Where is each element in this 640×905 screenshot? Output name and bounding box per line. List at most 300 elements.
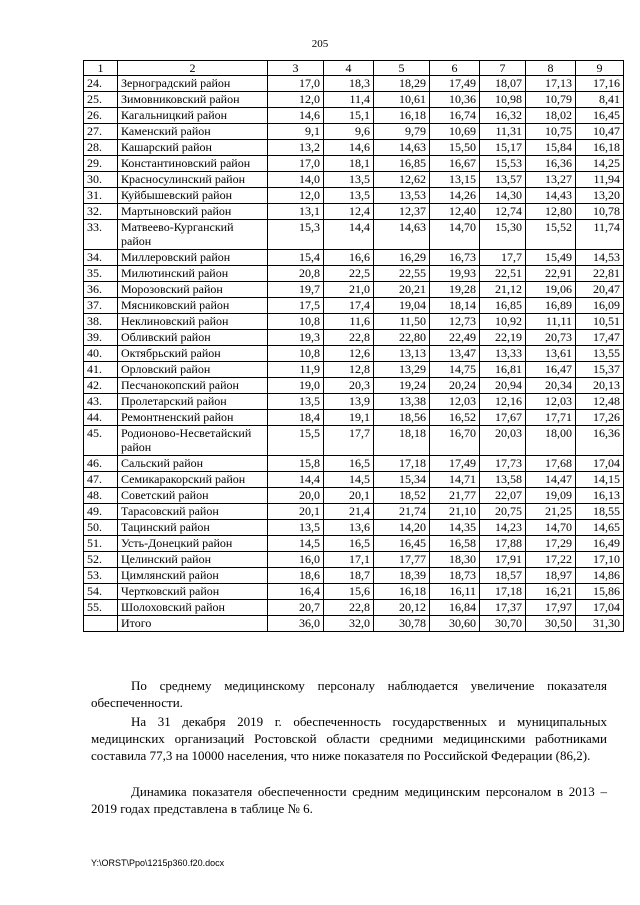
- value-cell: 20,03: [480, 426, 526, 456]
- value-cell: 17,88: [480, 536, 526, 552]
- district-name: Семикаракорский район: [118, 472, 268, 488]
- row-number: 32.: [84, 204, 118, 220]
- district-name: Усть-Донецкий район: [118, 536, 268, 552]
- value-cell: 18,52: [374, 488, 430, 504]
- value-cell: 16,84: [430, 600, 480, 616]
- value-cell: 17,71: [526, 410, 576, 426]
- value-cell: 16,5: [324, 536, 374, 552]
- value-cell: 17,04: [576, 456, 624, 472]
- value-cell: 13,1: [268, 204, 324, 220]
- value-cell: 20,7: [268, 600, 324, 616]
- value-cell: 15,84: [526, 140, 576, 156]
- value-cell: 17,26: [576, 410, 624, 426]
- value-cell: 17,18: [480, 584, 526, 600]
- value-cell: 18,14: [430, 298, 480, 314]
- value-cell: 10,92: [480, 314, 526, 330]
- value-cell: 17,0: [268, 156, 324, 172]
- value-cell: 14,63: [374, 140, 430, 156]
- value-cell: 9,1: [268, 124, 324, 140]
- value-cell: 17,7: [480, 250, 526, 266]
- value-cell: 13,5: [324, 172, 374, 188]
- table-row: [84, 156, 624, 172]
- column-header: 6: [430, 61, 480, 76]
- district-name: Миллеровский район: [118, 250, 268, 266]
- column-header: 1: [84, 61, 118, 76]
- row-number: 48.: [84, 488, 118, 504]
- district-name: Константиновский район: [118, 156, 268, 172]
- value-cell: 16,4: [268, 584, 324, 600]
- value-cell: 20,75: [480, 504, 526, 520]
- value-cell: 16,5: [324, 456, 374, 472]
- row-number: 54.: [84, 584, 118, 600]
- value-cell: 17,18: [374, 456, 430, 472]
- value-cell: 10,51: [576, 314, 624, 330]
- row-number: 47.: [84, 472, 118, 488]
- value-cell: 30,60: [430, 616, 480, 632]
- value-cell: 16,74: [430, 108, 480, 124]
- table-row: [84, 282, 624, 298]
- table-row: [84, 266, 624, 282]
- table-header-row: [84, 61, 624, 76]
- table-row: [84, 92, 624, 108]
- row-number: 36.: [84, 282, 118, 298]
- value-cell: 13,9: [324, 394, 374, 410]
- value-cell: 16,52: [430, 410, 480, 426]
- value-cell: 11,94: [576, 172, 624, 188]
- district-name: Тарасовский район: [118, 504, 268, 520]
- value-cell: 12,4: [324, 204, 374, 220]
- value-cell: 15,4: [268, 250, 324, 266]
- value-cell: 12,40: [430, 204, 480, 220]
- value-cell: 15,37: [576, 362, 624, 378]
- value-cell: 18,02: [526, 108, 576, 124]
- row-number: 44.: [84, 410, 118, 426]
- table-row: [84, 124, 624, 140]
- row-number: 46.: [84, 456, 118, 472]
- value-cell: 20,3: [324, 378, 374, 394]
- value-cell: 20,13: [576, 378, 624, 394]
- table-row: [84, 76, 624, 92]
- value-cell: 14,0: [268, 172, 324, 188]
- district-name: Мартыновский район: [118, 204, 268, 220]
- row-number: 31.: [84, 188, 118, 204]
- table-row: [84, 426, 624, 456]
- table-row: [84, 616, 624, 632]
- value-cell: 22,81: [576, 266, 624, 282]
- value-cell: 15,34: [374, 472, 430, 488]
- row-number: 43.: [84, 394, 118, 410]
- table-row: [84, 362, 624, 378]
- value-cell: 17,97: [526, 600, 576, 616]
- value-cell: 12,03: [526, 394, 576, 410]
- value-cell: 31,30: [576, 616, 624, 632]
- value-cell: 16,6: [324, 250, 374, 266]
- value-cell: 16,0: [268, 552, 324, 568]
- value-cell: 13,61: [526, 346, 576, 362]
- value-cell: 16,85: [480, 298, 526, 314]
- value-cell: 18,4: [268, 410, 324, 426]
- value-cell: 21,0: [324, 282, 374, 298]
- value-cell: 14,26: [430, 188, 480, 204]
- value-cell: 11,50: [374, 314, 430, 330]
- value-cell: 19,28: [430, 282, 480, 298]
- value-cell: 16,36: [526, 156, 576, 172]
- table-row: [84, 378, 624, 394]
- value-cell: 18,29: [374, 76, 430, 92]
- value-cell: 15,53: [480, 156, 526, 172]
- row-number: 38.: [84, 314, 118, 330]
- row-number: 33.: [84, 220, 118, 250]
- value-cell: 10,78: [576, 204, 624, 220]
- row-number: 52.: [84, 552, 118, 568]
- value-cell: 17,10: [576, 552, 624, 568]
- table-row: [84, 504, 624, 520]
- value-cell: 16,81: [480, 362, 526, 378]
- table-row: [84, 220, 624, 250]
- district-name: Кашарский район: [118, 140, 268, 156]
- value-cell: 13,13: [374, 346, 430, 362]
- value-cell: 18,39: [374, 568, 430, 584]
- value-cell: 13,5: [268, 394, 324, 410]
- district-name: Каменский район: [118, 124, 268, 140]
- value-cell: 16,21: [526, 584, 576, 600]
- value-cell: 20,1: [268, 504, 324, 520]
- value-cell: 10,8: [268, 314, 324, 330]
- row-number: 42.: [84, 378, 118, 394]
- district-name: Сальский район: [118, 456, 268, 472]
- value-cell: 12,8: [324, 362, 374, 378]
- table-row: [84, 456, 624, 472]
- column-header: 4: [324, 61, 374, 76]
- value-cell: 14,6: [268, 108, 324, 124]
- value-cell: 17,47: [576, 330, 624, 346]
- value-cell: 16,11: [430, 584, 480, 600]
- value-cell: 16,67: [430, 156, 480, 172]
- district-name: Октябрьский район: [118, 346, 268, 362]
- value-cell: 14,20: [374, 520, 430, 536]
- value-cell: 20,24: [430, 378, 480, 394]
- value-cell: 12,73: [430, 314, 480, 330]
- value-cell: 19,7: [268, 282, 324, 298]
- value-cell: 16,70: [430, 426, 480, 456]
- district-name: Куйбышевский район: [118, 188, 268, 204]
- value-cell: 20,21: [374, 282, 430, 298]
- value-cell: 14,70: [526, 520, 576, 536]
- value-cell: 12,37: [374, 204, 430, 220]
- value-cell: 17,4: [324, 298, 374, 314]
- value-cell: 18,3: [324, 76, 374, 92]
- value-cell: 20,1: [324, 488, 374, 504]
- row-number: 45.: [84, 426, 118, 456]
- value-cell: 30,78: [374, 616, 430, 632]
- value-cell: 14,65: [576, 520, 624, 536]
- table-row: [84, 568, 624, 584]
- table-body: [84, 76, 624, 632]
- row-number: 41.: [84, 362, 118, 378]
- value-cell: 10,79: [526, 92, 576, 108]
- value-cell: 19,24: [374, 378, 430, 394]
- column-header: 7: [480, 61, 526, 76]
- value-cell: 11,11: [526, 314, 576, 330]
- value-cell: 14,53: [576, 250, 624, 266]
- table-row: [84, 520, 624, 536]
- value-cell: 16,49: [576, 536, 624, 552]
- table-row: [84, 536, 624, 552]
- district-name: Красносулинский район: [118, 172, 268, 188]
- table-row: [84, 204, 624, 220]
- table-row: [84, 488, 624, 504]
- value-cell: 12,0: [268, 188, 324, 204]
- value-cell: 11,6: [324, 314, 374, 330]
- table-row: [84, 394, 624, 410]
- column-header: 9: [576, 61, 624, 76]
- value-cell: 16,09: [576, 298, 624, 314]
- row-number: 28.: [84, 140, 118, 156]
- value-cell: 22,55: [374, 266, 430, 282]
- value-cell: 14,25: [576, 156, 624, 172]
- value-cell: 14,70: [430, 220, 480, 250]
- value-cell: 17,04: [576, 600, 624, 616]
- value-cell: 22,5: [324, 266, 374, 282]
- paragraph: Динамика показателя обеспеченности средним медицинским персоналом в 2013 – 2019 годах представлена в таблице № 6.: [91, 784, 607, 816]
- value-cell: 16,29: [374, 250, 430, 266]
- value-cell: 22,80: [374, 330, 430, 346]
- value-cell: 21,25: [526, 504, 576, 520]
- district-name: Целинский район: [118, 552, 268, 568]
- value-cell: 16,45: [576, 108, 624, 124]
- value-cell: 14,6: [324, 140, 374, 156]
- value-cell: 17,91: [480, 552, 526, 568]
- value-cell: 13,5: [268, 520, 324, 536]
- row-number: 50.: [84, 520, 118, 536]
- value-cell: 22,51: [480, 266, 526, 282]
- value-cell: 14,4: [268, 472, 324, 488]
- value-cell: 13,33: [480, 346, 526, 362]
- row-number: 53.: [84, 568, 118, 584]
- value-cell: 14,5: [268, 536, 324, 552]
- value-cell: 14,35: [430, 520, 480, 536]
- value-cell: 18,30: [430, 552, 480, 568]
- value-cell: 17,0: [268, 76, 324, 92]
- value-cell: 21,4: [324, 504, 374, 520]
- value-cell: 15,30: [480, 220, 526, 250]
- value-cell: 12,6: [324, 346, 374, 362]
- value-cell: 30,70: [480, 616, 526, 632]
- row-number: 51.: [84, 536, 118, 552]
- value-cell: 15,50: [430, 140, 480, 156]
- value-cell: 13,57: [480, 172, 526, 188]
- value-cell: 21,12: [480, 282, 526, 298]
- value-cell: 15,49: [526, 250, 576, 266]
- district-name: Родионово-Несветайский район: [118, 426, 268, 456]
- row-number: 55.: [84, 600, 118, 616]
- value-cell: 13,15: [430, 172, 480, 188]
- value-cell: 19,93: [430, 266, 480, 282]
- district-name: Пролетарский район: [118, 394, 268, 410]
- row-number: 34.: [84, 250, 118, 266]
- value-cell: 19,04: [374, 298, 430, 314]
- value-cell: 22,8: [324, 330, 374, 346]
- value-cell: 17,7: [324, 426, 374, 456]
- value-cell: 17,5: [268, 298, 324, 314]
- value-cell: 18,57: [480, 568, 526, 584]
- value-cell: 22,07: [480, 488, 526, 504]
- value-cell: 14,71: [430, 472, 480, 488]
- value-cell: 16,18: [374, 108, 430, 124]
- column-header: 8: [526, 61, 576, 76]
- value-cell: 16,32: [480, 108, 526, 124]
- value-cell: 14,30: [480, 188, 526, 204]
- value-cell: 10,47: [576, 124, 624, 140]
- table-row: [84, 472, 624, 488]
- district-name: Цимлянский район: [118, 568, 268, 584]
- value-cell: 12,48: [576, 394, 624, 410]
- value-cell: 18,1: [324, 156, 374, 172]
- district-name: Матвеево-Курганский район: [118, 220, 268, 250]
- file-path-footer: Y:\ORST\Ppo\1215p360.f20.docx: [91, 858, 225, 868]
- value-cell: 21,74: [374, 504, 430, 520]
- value-cell: 14,4: [324, 220, 374, 250]
- value-cell: 17,77: [374, 552, 430, 568]
- district-name: Обливский район: [118, 330, 268, 346]
- row-number: 26.: [84, 108, 118, 124]
- value-cell: 13,20: [576, 188, 624, 204]
- value-cell: 13,53: [374, 188, 430, 204]
- value-cell: 19,1: [324, 410, 374, 426]
- row-number: 25.: [84, 92, 118, 108]
- value-cell: 20,12: [374, 600, 430, 616]
- column-header: 2: [118, 61, 268, 76]
- table-row: [84, 188, 624, 204]
- district-name: Неклиновский район: [118, 314, 268, 330]
- value-cell: 17,73: [480, 456, 526, 472]
- value-cell: 10,61: [374, 92, 430, 108]
- value-cell: 17,37: [480, 600, 526, 616]
- value-cell: 17,49: [430, 456, 480, 472]
- district-name: Милютинский район: [118, 266, 268, 282]
- value-cell: 22,49: [430, 330, 480, 346]
- table-row: [84, 108, 624, 124]
- value-cell: 14,23: [480, 520, 526, 536]
- value-cell: 17,49: [430, 76, 480, 92]
- value-cell: 13,55: [576, 346, 624, 362]
- value-cell: 16,73: [430, 250, 480, 266]
- table-row: [84, 552, 624, 568]
- district-name: Зимовниковский район: [118, 92, 268, 108]
- value-cell: 17,29: [526, 536, 576, 552]
- table-row: [84, 298, 624, 314]
- district-name: Зерноградский район: [118, 76, 268, 92]
- value-cell: 9,6: [324, 124, 374, 140]
- row-number: 40.: [84, 346, 118, 362]
- value-cell: 21,10: [430, 504, 480, 520]
- row-number: 39.: [84, 330, 118, 346]
- value-cell: 18,6: [268, 568, 324, 584]
- value-cell: 14,75: [430, 362, 480, 378]
- value-cell: 16,58: [430, 536, 480, 552]
- value-cell: 13,47: [430, 346, 480, 362]
- value-cell: 16,13: [576, 488, 624, 504]
- value-cell: 15,86: [576, 584, 624, 600]
- value-cell: 16,18: [576, 140, 624, 156]
- value-cell: 14,47: [526, 472, 576, 488]
- value-cell: 15,3: [268, 220, 324, 250]
- table-row: [84, 314, 624, 330]
- value-cell: 20,73: [526, 330, 576, 346]
- value-cell: 11,31: [480, 124, 526, 140]
- value-cell: 13,27: [526, 172, 576, 188]
- value-cell: 18,00: [526, 426, 576, 456]
- value-cell: 13,5: [324, 188, 374, 204]
- value-cell: 15,8: [268, 456, 324, 472]
- value-cell: 22,91: [526, 266, 576, 282]
- value-cell: 16,36: [576, 426, 624, 456]
- value-cell: 22,19: [480, 330, 526, 346]
- value-cell: 18,7: [324, 568, 374, 584]
- value-cell: 10,8: [268, 346, 324, 362]
- district-name: Ремонтненский район: [118, 410, 268, 426]
- value-cell: 19,0: [268, 378, 324, 394]
- value-cell: 18,97: [526, 568, 576, 584]
- value-cell: 12,0: [268, 92, 324, 108]
- row-number: 37.: [84, 298, 118, 314]
- value-cell: 17,13: [526, 76, 576, 92]
- value-cell: 15,52: [526, 220, 576, 250]
- value-cell: 17,68: [526, 456, 576, 472]
- value-cell: 10,69: [430, 124, 480, 140]
- value-cell: 18,73: [430, 568, 480, 584]
- value-cell: 19,09: [526, 488, 576, 504]
- row-number: 24.: [84, 76, 118, 92]
- district-name: Песчанокопский район: [118, 378, 268, 394]
- district-name: Советский район: [118, 488, 268, 504]
- value-cell: 14,15: [576, 472, 624, 488]
- value-cell: 21,77: [430, 488, 480, 504]
- value-cell: 14,86: [576, 568, 624, 584]
- data-table: [83, 60, 624, 632]
- value-cell: 11,74: [576, 220, 624, 250]
- district-name: Шолоховский район: [118, 600, 268, 616]
- value-cell: 20,0: [268, 488, 324, 504]
- value-cell: 14,63: [374, 220, 430, 250]
- column-header: 3: [268, 61, 324, 76]
- value-cell: 18,07: [480, 76, 526, 92]
- value-cell: 12,03: [430, 394, 480, 410]
- value-cell: 13,6: [324, 520, 374, 536]
- table-row: [84, 172, 624, 188]
- row-number: 27.: [84, 124, 118, 140]
- value-cell: 18,56: [374, 410, 430, 426]
- value-cell: 19,3: [268, 330, 324, 346]
- district-name: Итого: [118, 616, 268, 632]
- value-cell: 20,94: [480, 378, 526, 394]
- value-cell: 11,4: [324, 92, 374, 108]
- value-cell: 9,79: [374, 124, 430, 140]
- row-number: 30.: [84, 172, 118, 188]
- paragraph: На 31 декабря 2019 г. обеспеченность государственных и муниципальных медицинских организаций Ростовской области средними медицинскими работниками составила 77,3 на 10000 населения, что ниже показателя по Российской Федерации (86,2).: [91, 714, 607, 763]
- value-cell: 10,36: [430, 92, 480, 108]
- value-cell: 19,06: [526, 282, 576, 298]
- table-row: [84, 140, 624, 156]
- value-cell: 13,2: [268, 140, 324, 156]
- district-name: Чертковский район: [118, 584, 268, 600]
- value-cell: 15,1: [324, 108, 374, 124]
- page-number: 205: [311, 38, 329, 50]
- value-cell: 13,29: [374, 362, 430, 378]
- value-cell: 12,62: [374, 172, 430, 188]
- value-cell: 15,6: [324, 584, 374, 600]
- column-header: 5: [374, 61, 430, 76]
